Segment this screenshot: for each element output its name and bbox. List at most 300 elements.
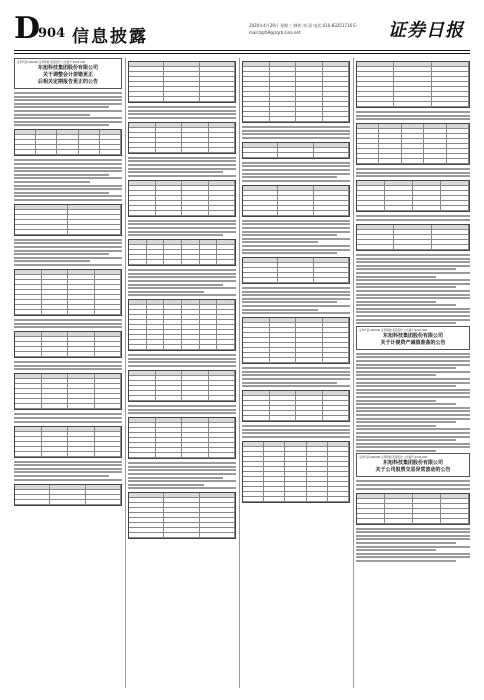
text-line: [356, 528, 470, 530]
text-line: [128, 220, 236, 222]
data-table: [356, 123, 470, 165]
table-cell: [100, 150, 121, 155]
notice-company: 东旭科技集团股份有限公司: [382, 332, 443, 339]
column-4: [356, 58, 470, 688]
data-table: [356, 493, 470, 525]
table-cell: [15, 452, 42, 457]
text-line: [14, 195, 122, 197]
text-line: [356, 371, 470, 373]
data-table: [356, 61, 470, 108]
table-cell: [323, 416, 350, 421]
table-cell: [200, 345, 218, 350]
table-cell: [278, 153, 313, 158]
table-cell: [129, 453, 156, 458]
text-line: [128, 469, 236, 471]
data-table: [242, 257, 350, 284]
table-cell: [42, 404, 69, 409]
table-cell: [200, 533, 235, 538]
text-line: [356, 356, 470, 358]
text-line: [14, 413, 122, 415]
article-body: [128, 61, 236, 539]
text-line: [356, 488, 470, 490]
table-cell: [209, 396, 236, 401]
text-line: [356, 272, 470, 274]
data-table: [14, 331, 122, 358]
text-line: [128, 405, 236, 407]
table-cell: [129, 260, 147, 265]
text-line: [356, 215, 470, 217]
text-line: [14, 92, 122, 94]
table-cell: [129, 533, 164, 538]
text-line: [242, 309, 318, 311]
data-table: [242, 317, 350, 364]
table-cell: [270, 117, 297, 122]
table-cell: [243, 153, 278, 158]
table-cell: [147, 260, 165, 265]
text-line: [128, 409, 236, 411]
notice-codes: 证券代码:000000 证券简称:某某股份 公告编号:2020-000: [359, 328, 428, 332]
text-line: [14, 253, 109, 255]
table-cell: [147, 345, 165, 350]
text-line: [356, 403, 456, 405]
data-table: [14, 269, 122, 316]
data-table: [242, 142, 350, 159]
text-line: [128, 276, 236, 278]
table-cell: [296, 117, 323, 122]
text-line: [128, 269, 236, 271]
text-line: [356, 450, 436, 452]
table-cell: [243, 117, 270, 122]
text-line: [14, 326, 122, 328]
text-line: [242, 223, 350, 225]
table-cell: [357, 206, 385, 211]
text-line: [14, 464, 122, 466]
table-cell: [68, 452, 95, 457]
table-cell: [57, 150, 78, 155]
text-line: [14, 461, 122, 463]
table-cell: [402, 159, 424, 164]
text-line: [356, 432, 470, 434]
text-line: [242, 367, 350, 369]
text-line: [242, 378, 350, 380]
text-line: [356, 364, 470, 366]
table-cell: [156, 453, 183, 458]
text-line: [14, 250, 122, 252]
text-line: [242, 312, 350, 314]
table-cell: [285, 497, 306, 502]
table-cell: [243, 416, 270, 421]
data-table: [356, 224, 470, 251]
text-line: [242, 298, 350, 300]
table-cell: [15, 230, 68, 235]
data-table: [242, 61, 350, 123]
column-3: [242, 58, 350, 688]
text-line: [14, 260, 90, 262]
text-line: [242, 301, 337, 303]
text-line: [14, 471, 122, 473]
data-table: [14, 129, 122, 156]
table-cell: [129, 345, 147, 350]
text-line: [356, 400, 436, 402]
table-cell: [68, 230, 121, 235]
text-line: [356, 382, 470, 384]
text-line: [242, 238, 350, 240]
notice-codes: 证券代码:000000 证券简称:某某股份 公告编号:2020-000: [359, 456, 428, 460]
text-line: [14, 368, 122, 370]
text-line: [14, 96, 122, 98]
table-cell: [164, 260, 182, 265]
table-cell: [79, 150, 100, 155]
table-cell: [129, 211, 156, 216]
text-line: [356, 276, 436, 278]
text-line: [356, 118, 470, 120]
text-line: [356, 290, 470, 292]
text-line: [128, 273, 236, 275]
text-line: [14, 479, 122, 481]
data-table: [128, 370, 236, 402]
text-line: [242, 287, 350, 289]
text-line: [242, 176, 337, 178]
data-table: [242, 441, 350, 503]
data-table: [14, 373, 122, 410]
text-line: [356, 265, 470, 267]
table-cell: [385, 519, 413, 524]
text-line: [14, 199, 122, 201]
table-cell: [209, 453, 236, 458]
data-table: [14, 484, 122, 506]
table-cell: [164, 345, 182, 350]
text-line: [242, 436, 350, 438]
text-line: [356, 111, 470, 113]
table-cell: [264, 497, 285, 502]
text-line: [128, 466, 236, 468]
notice-codes: 证券代码:000000 证券简称:某某股份 公告编号:2020-000: [17, 61, 86, 64]
text-line: [242, 385, 350, 387]
text-line: [128, 291, 204, 293]
text-line: [14, 177, 122, 179]
text-line: [356, 301, 436, 303]
table-cell: [182, 148, 209, 153]
data-table: [128, 239, 236, 266]
text-line: [128, 294, 236, 296]
text-line: [356, 480, 470, 482]
text-line: [242, 220, 350, 222]
text-line: [14, 159, 122, 161]
text-line: [356, 319, 470, 321]
table-cell: [200, 97, 235, 102]
text-line: [14, 365, 122, 367]
text-line: [14, 114, 90, 116]
text-line: [356, 392, 470, 394]
text-line: [128, 231, 236, 233]
text-line: [356, 360, 470, 362]
text-line: [356, 446, 470, 448]
text-line: [128, 280, 236, 282]
table-cell: [129, 148, 156, 153]
table-cell: [68, 310, 95, 315]
text-line: [128, 234, 223, 236]
column-divider: [353, 58, 354, 688]
column-divider: [125, 58, 126, 688]
article-body: [14, 92, 122, 506]
table-cell: [15, 352, 42, 357]
header-info: 2020年4月29日 星期三 制作:刘 清 电话:010-83251716 E-mail:zqrb9@zqrb.sina.net: [249, 23, 358, 35]
data-table: [14, 204, 122, 236]
text-line: [356, 407, 470, 409]
text-line: [128, 484, 204, 486]
text-line: [356, 283, 470, 285]
table-cell: [385, 206, 413, 211]
text-line: [128, 227, 236, 229]
text-line: [14, 361, 122, 363]
text-line: [128, 157, 236, 159]
text-line: [356, 378, 470, 380]
text-line: [356, 410, 470, 412]
table-cell: [68, 352, 95, 357]
data-table: [128, 180, 236, 217]
text-line: [14, 167, 122, 169]
text-line: [128, 473, 236, 475]
table-cell: [95, 310, 122, 315]
data-table: [128, 492, 236, 539]
table-cell: [182, 396, 209, 401]
text-line: [356, 294, 470, 296]
text-line: [242, 382, 337, 384]
table-cell: [243, 497, 264, 502]
table-cell: [394, 245, 431, 250]
notice-title: 关于计提资产减值准备的公告: [380, 339, 446, 346]
table-cell: [200, 260, 218, 265]
text-line: [356, 254, 470, 256]
article-body: [242, 61, 350, 503]
text-line: [242, 162, 350, 164]
section-title: 信息披露: [72, 27, 148, 47]
article-body: [356, 61, 470, 324]
notice-header: [356, 326, 470, 350]
table-cell: [129, 97, 164, 102]
text-line: [356, 172, 470, 174]
text-line: [128, 117, 236, 119]
text-line: [356, 396, 470, 398]
table-cell: [413, 206, 441, 211]
notice-title: 后相关定期报告更正的公告: [37, 79, 98, 85]
text-line: [356, 535, 470, 537]
text-line: [356, 367, 456, 369]
notice-company: 东旭科技集团股份有限公司: [37, 65, 98, 71]
text-line: [14, 242, 122, 244]
text-line: [356, 219, 470, 221]
text-line: [356, 414, 470, 416]
text-line: [356, 425, 436, 427]
text-line: [356, 311, 470, 313]
table-cell: [323, 358, 350, 363]
data-table: [128, 299, 236, 351]
table-cell: [314, 153, 349, 158]
data-table: [356, 180, 470, 212]
table-cell: [209, 211, 236, 216]
table-cell: [42, 310, 69, 315]
text-line: [242, 137, 350, 139]
text-line: [128, 168, 236, 170]
text-line: [356, 556, 470, 558]
newspaper-logo: 证券日报: [388, 20, 464, 41]
table-cell: [182, 453, 209, 458]
text-line: [128, 365, 236, 367]
text-line: [242, 249, 350, 251]
table-cell: [314, 278, 349, 283]
text-line: [356, 560, 456, 562]
text-line: [14, 103, 122, 105]
table-cell: [209, 148, 236, 153]
table-cell: [156, 396, 183, 401]
table-cell: [379, 159, 401, 164]
article-body: [356, 353, 470, 452]
text-line: [242, 126, 350, 128]
text-line: [128, 223, 236, 225]
text-line: [128, 175, 236, 177]
article-body: [356, 480, 470, 562]
text-line: [242, 241, 318, 243]
text-line: [128, 358, 236, 360]
text-line: [356, 439, 456, 441]
text-line: [356, 304, 456, 306]
table-cell: [182, 260, 200, 265]
table-cell: [95, 404, 122, 409]
table-cell: [441, 519, 469, 524]
text-line: [242, 234, 337, 236]
table-cell: [182, 211, 209, 216]
text-line: [242, 374, 350, 376]
text-line: [14, 181, 90, 183]
table-cell: [447, 159, 469, 164]
text-line: [128, 361, 236, 363]
table-cell: [15, 500, 50, 505]
table-cell: [95, 352, 122, 357]
table-cell: [243, 358, 270, 363]
table-cell: [328, 497, 349, 502]
text-line: [356, 374, 436, 376]
data-table: [128, 122, 236, 154]
text-line: [14, 239, 122, 241]
text-line: [356, 385, 456, 387]
text-line: [14, 117, 122, 119]
table-cell: [278, 211, 313, 216]
text-line: [14, 170, 122, 172]
text-line: [356, 421, 456, 423]
text-line: [128, 110, 236, 112]
text-line: [242, 429, 350, 431]
table-cell: [307, 497, 328, 502]
text-line: [14, 124, 109, 126]
table-cell: [357, 519, 385, 524]
column-1: [14, 58, 122, 688]
table-cell: [42, 452, 69, 457]
data-table: [242, 185, 350, 217]
text-line: [242, 294, 350, 296]
text-line: [356, 436, 470, 438]
text-line: [242, 133, 350, 135]
text-line: [356, 443, 470, 445]
data-table: [14, 426, 122, 458]
text-line: [14, 323, 122, 325]
text-line: [356, 353, 470, 355]
text-line: [128, 287, 236, 289]
data-table: [242, 390, 350, 422]
text-line: [242, 165, 350, 167]
text-line: [356, 322, 456, 324]
text-line: [128, 284, 223, 286]
text-line: [356, 484, 470, 486]
data-table: [128, 417, 236, 459]
notice-title: 关于公司股票交易异常波动的公告: [375, 467, 451, 474]
notice-company: 东旭科技集团股份有限公司: [382, 460, 443, 467]
table-cell: [156, 148, 183, 153]
table-cell: [68, 404, 95, 409]
text-line: [14, 192, 109, 194]
table-cell: [42, 352, 69, 357]
text-line: [128, 477, 223, 479]
table-cell: [357, 245, 394, 250]
masthead-rule-thin: [14, 53, 470, 54]
text-line: [128, 171, 223, 173]
section-letter: D: [14, 11, 41, 46]
table-cell: [50, 500, 85, 505]
text-line: [242, 173, 350, 175]
masthead-rule: [14, 50, 470, 51]
table-cell: [15, 404, 42, 409]
masthead: [14, 11, 470, 48]
text-line: [242, 227, 350, 229]
table-cell: [86, 500, 121, 505]
table-cell: [441, 206, 469, 211]
text-line: [242, 231, 350, 233]
text-line: [356, 553, 470, 555]
text-line: [356, 297, 470, 299]
table-cell: [36, 150, 57, 155]
text-line: [128, 164, 236, 166]
text-line: [356, 418, 470, 420]
text-line: [242, 252, 337, 254]
text-line: [356, 261, 470, 263]
text-line: [356, 315, 470, 317]
text-line: [128, 412, 236, 414]
table-cell: [424, 159, 446, 164]
text-line: [242, 130, 350, 132]
text-line: [242, 371, 350, 373]
notice-title: 关于调整会计差错更正: [42, 72, 93, 78]
text-line: [14, 468, 122, 470]
text-line: [14, 246, 122, 248]
table-cell: [156, 211, 183, 216]
text-line: [14, 188, 122, 190]
text-line: [356, 175, 470, 177]
text-line: [14, 185, 122, 187]
table-cell: [15, 310, 42, 315]
text-line: [356, 549, 436, 551]
text-line: [128, 160, 236, 162]
table-cell: [278, 278, 313, 283]
notice-header: [356, 453, 470, 477]
table-cell: [95, 452, 122, 457]
text-line: [356, 531, 470, 533]
text-line: [14, 99, 122, 101]
table-cell: [243, 211, 278, 216]
data-table: [128, 61, 236, 103]
table-cell: [164, 97, 199, 102]
text-line: [14, 319, 122, 321]
text-line: [356, 546, 470, 548]
table-cell: [314, 211, 349, 216]
